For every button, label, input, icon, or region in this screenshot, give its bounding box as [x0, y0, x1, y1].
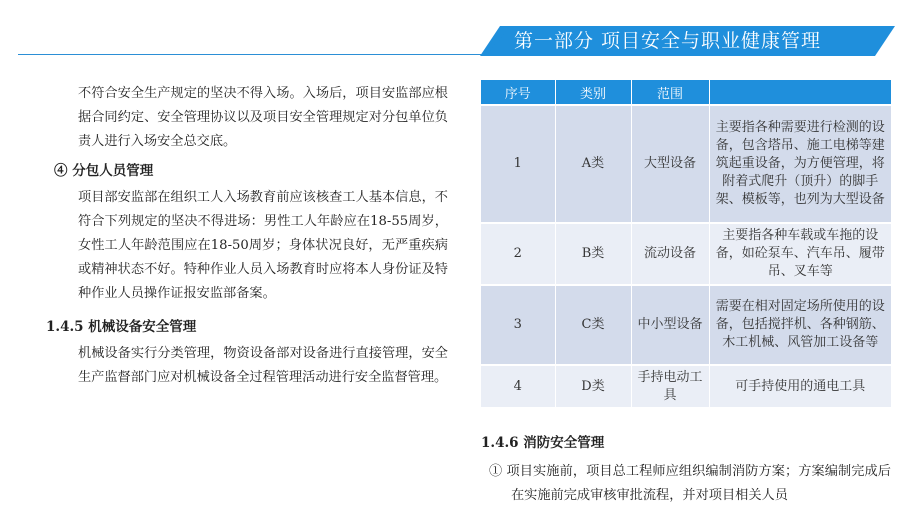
cell-no: 2	[481, 223, 555, 285]
table-header-row	[481, 80, 891, 105]
paragraph-machinery: 机械设备实行分类管理，物资设备部对设备进行直接管理，安全生产监督部门应对机械设备全过程管理活动进行安全监督管理。	[78, 346, 448, 385]
cell-description: 可手持使用的通电工具	[709, 365, 891, 407]
section-heading-fire-safety: 1.4.6 消防安全管理	[481, 435, 605, 451]
header-scope: 范围	[631, 80, 709, 105]
cell-description: 需要在相对固定场所使用的设备，包括搅拌机、各种钢筋、木工机械、风管加工设备等	[709, 285, 891, 365]
subcontract-personnel-heading: ④ 分包人员管理	[54, 163, 154, 179]
table-row	[481, 365, 891, 407]
table-row	[481, 105, 891, 223]
header-rule	[18, 54, 498, 55]
section-title: 第一部分 项目安全与职业健康管理	[514, 30, 822, 52]
cell-scope: 手持电动工具	[631, 365, 709, 407]
left-column	[48, 82, 448, 390]
cell-scope: 大型设备	[631, 105, 709, 223]
fire-safety-item-1: ① 项目实施前，项目总工程师应组织编制消防方案；方案编制完成后在实施前完成审核审批流程，并对项目相关人员	[489, 464, 891, 503]
cell-no: 4	[481, 365, 555, 407]
header-no: 序号	[481, 80, 555, 105]
table-row	[481, 223, 891, 285]
header-category: 类别	[555, 80, 631, 105]
cell-description: 主要指各种需要进行检测的设备，包含塔吊、施工电梯等建筑起重设备，为方便管理，将附着式爬升（顶升）的脚手架、模板等，也列为大型设备	[709, 105, 891, 223]
section-heading-machinery: 1.4.5 机械设备安全管理	[46, 319, 197, 335]
equipment-category-table	[481, 80, 891, 407]
table-row	[481, 285, 891, 365]
cell-scope: 中小型设备	[631, 285, 709, 365]
cell-category: A类	[555, 105, 631, 223]
cell-category: B类	[555, 223, 631, 285]
cell-category: C类	[555, 285, 631, 365]
cell-category: D类	[555, 365, 631, 407]
header-description	[709, 80, 891, 105]
cell-description: 主要指各种车载或车拖的设备，如砼泵车、汽车吊、履带吊、叉车等	[709, 223, 891, 285]
cell-no: 1	[481, 105, 555, 223]
right-column	[481, 430, 891, 508]
paragraph-entry-rules: 不符合安全生产规定的坚决不得入场。入场后，项目安监部应根据合同约定、安全管理协议以及项目安全管理规定对分包单位负责人进行入场安全总交底。	[78, 86, 448, 149]
section-banner	[480, 26, 895, 56]
cell-no: 3	[481, 285, 555, 365]
paragraph-personnel-rules: 项目部安监部在组织工人入场教育前应该核查工人基本信息，不符合下列规定的坚决不得进场：男性工人年龄应在18-55周岁，女性工人年龄范围应在18-50周岁；身体状况良好，无严重疾病或精神状态不好。特种作业人员入场教育时应将本人身份证及特种作业人员操作证报安监部备案。	[78, 190, 448, 301]
cell-scope: 流动设备	[631, 223, 709, 285]
